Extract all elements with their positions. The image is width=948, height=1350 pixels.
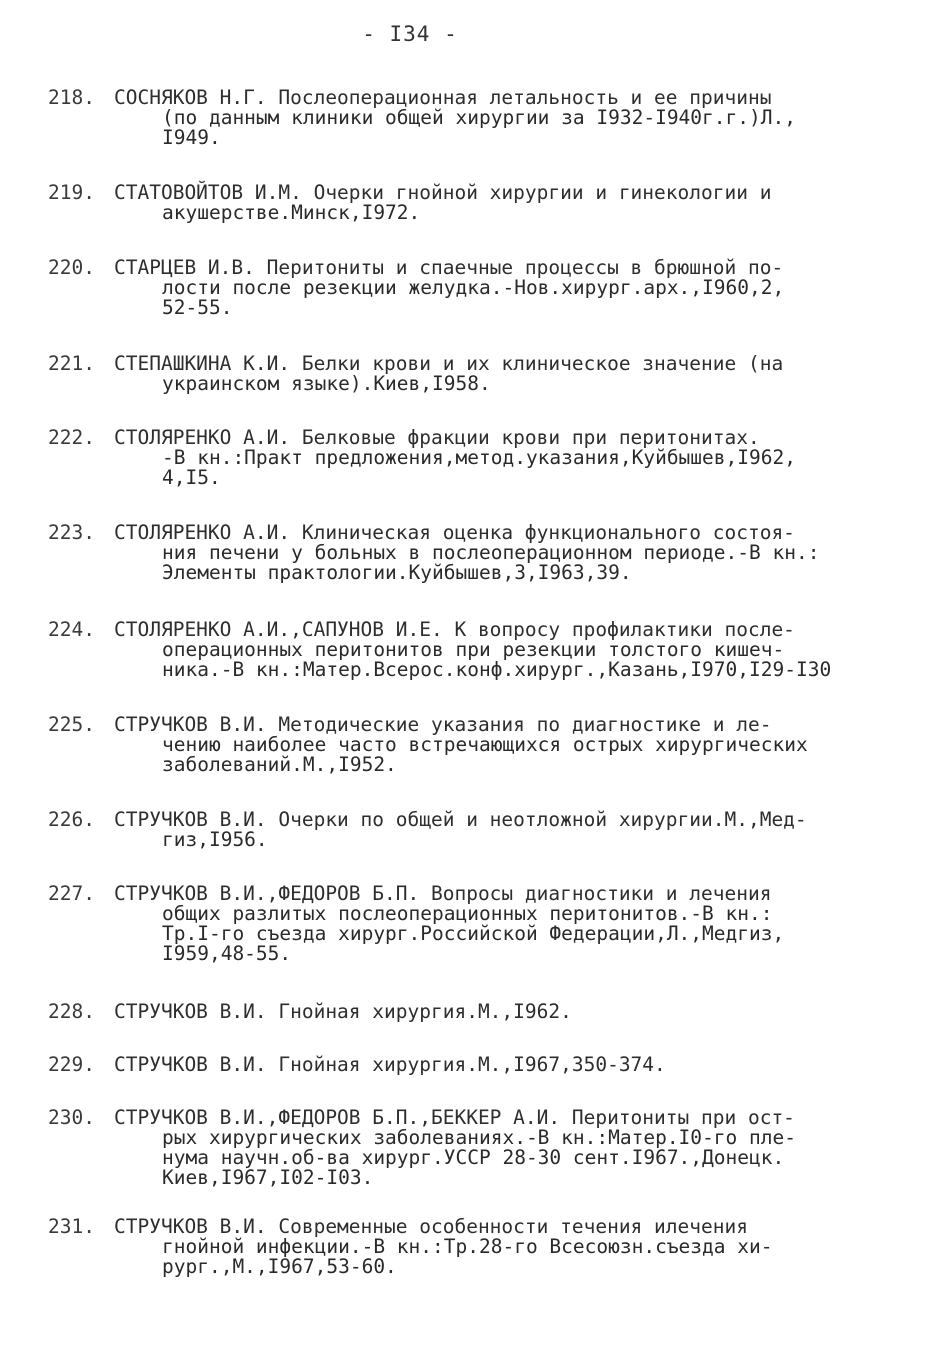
entry-text: гиз,I956. [162, 828, 268, 851]
entry-text: СТОЛЯРЕНКО А.И. Белковые фракции крови при перитонитах. [114, 426, 760, 449]
entry-first-line [48, 1002, 918, 1022]
entry-text: СТРУЧКОВ В.И. Методические указания по диагностике и ле- [114, 713, 772, 736]
entry-text: общих разлитых послеоперационных перитонитов.-В кн.: [162, 902, 773, 925]
entry-continuation-line [48, 543, 918, 563]
entry-continuation-line [48, 448, 918, 468]
entry-number: 224. [48, 618, 95, 641]
entry-first-line [48, 715, 918, 735]
entry-number: 218. [48, 86, 95, 109]
entry-continuation-line [48, 1257, 918, 1277]
entry-number: 222. [48, 426, 95, 449]
entry-continuation-line [48, 1128, 918, 1148]
entry-text: СТРУЧКОВ В.И. Современные особенности течения илечения [114, 1215, 748, 1238]
bibliography-entry [48, 810, 918, 850]
entry-continuation-line [48, 660, 918, 680]
entry-first-line [48, 523, 918, 543]
bibliography-entry [48, 715, 918, 775]
entry-first-line [48, 183, 918, 203]
entry-continuation-line [48, 1168, 918, 1188]
entry-continuation-line [48, 298, 918, 318]
entry-text: СОСНЯКОВ Н.Г. Послеоперационная летальность и ее причины [114, 86, 772, 109]
bibliography-entry [48, 1108, 918, 1188]
entry-text: Киев,I967,I02-I03. [162, 1166, 374, 1189]
entry-text: ника.-В кн.:Матер.Всерос.конф.хирург.,Казань,I970,I29-I30 [162, 658, 832, 681]
entry-first-line [48, 1055, 918, 1075]
entry-text: СТОЛЯРЕНКО А.И.,САПУНОВ И.Е. К вопросу профилактики после- [114, 618, 795, 641]
entry-continuation-line [48, 563, 918, 583]
entry-number: 223. [48, 521, 95, 544]
bibliography-entry [48, 884, 918, 964]
bibliography-entry [48, 1055, 918, 1075]
entry-text: гнойной инфекции.-В кн.:Тр.28-го Всесоюзн.съезда хи- [162, 1235, 773, 1258]
entry-continuation-line [48, 640, 918, 660]
entry-continuation-line [48, 1237, 918, 1257]
entry-text: чению наиболее часто встречающихся острых хирургических [162, 733, 808, 756]
entry-continuation-line [48, 108, 918, 128]
entry-continuation-line [48, 904, 918, 924]
entry-first-line [48, 810, 918, 830]
entry-text: нума научн.об-ва хирург.УССР 28-30 сент.I967.,Донецк. [162, 1146, 785, 1169]
entry-continuation-line [48, 278, 918, 298]
entry-number: 219. [48, 181, 95, 204]
entry-text: Тр.I-го съезда хирург.Российской Федерации,Л.,Медгиз, [162, 922, 785, 945]
entry-text: СТАТОВОЙТОВ И.М. Очерки гнойной хирургии и гинекологии и [114, 181, 772, 204]
entry-first-line [48, 354, 918, 374]
entry-continuation-line [48, 924, 918, 944]
entry-continuation-line [48, 944, 918, 964]
entry-text: I959,48-55. [162, 942, 292, 965]
entry-text: лости после резекции желудка.-Нов.хирург.арх.,I960,2, [162, 276, 785, 299]
entry-number: 228. [48, 1000, 95, 1023]
entry-text: -В кн.:Практ предложения,метод.указания,Куйбышев,I962, [162, 446, 796, 469]
entry-text: украинском языке).Киев,I958. [162, 372, 491, 395]
entry-first-line [48, 620, 918, 640]
bibliography-entry [48, 258, 918, 318]
entry-continuation-line [48, 830, 918, 850]
entry-first-line [48, 884, 918, 904]
entry-text: акушерстве.Минск,I972. [162, 201, 421, 224]
entry-text: СТОЛЯРЕНКО А.И. Клиническая оценка функционального состоя- [114, 521, 795, 544]
entry-text: СТРУЧКОВ В.И. Очерки по общей и неотложной хирургии.М.,Мед- [114, 808, 807, 831]
entry-number: 229. [48, 1053, 95, 1076]
entry-text: 4,I5. [162, 466, 221, 489]
entry-text: рых хирургических заболеваниях.-В кн.:Матер.I0-го пле- [162, 1126, 796, 1149]
bibliography-entry [48, 620, 918, 680]
entry-continuation-line [48, 1148, 918, 1168]
entry-first-line [48, 1217, 918, 1237]
entry-number: 230. [48, 1106, 95, 1129]
bibliography-entry [48, 1002, 918, 1022]
bibliography-entry [48, 1217, 918, 1277]
bibliography-entry [48, 183, 918, 223]
entry-first-line [48, 88, 918, 108]
entry-text: I949. [162, 126, 221, 149]
entry-text: Элементы практологии.Куйбышев,3,I963,39. [162, 561, 632, 584]
entry-text: СТРУЧКОВ В.И.,ФЕДОРОВ Б.П.,БЕККЕР А.И. Перитониты при ост- [114, 1106, 795, 1129]
entry-number: 221. [48, 352, 95, 375]
entry-number: 226. [48, 808, 95, 831]
bibliography-entry [48, 523, 918, 583]
entry-continuation-line [48, 203, 918, 223]
entry-text: СТЕПАШКИНА К.И. Белки крови и их клиническое значение (на [114, 352, 784, 375]
bibliography-entry [48, 354, 918, 394]
entry-continuation-line [48, 468, 918, 488]
entry-text: СТАРЦЕВ И.В. Перитониты и спаечные процессы в брюшной по- [114, 256, 784, 279]
bibliography-entry [48, 88, 918, 148]
entry-continuation-line [48, 128, 918, 148]
entry-first-line [48, 258, 918, 278]
entry-number: 227. [48, 882, 95, 905]
entry-number: 231. [48, 1215, 95, 1238]
entry-text: СТРУЧКОВ В.И. Гнойная хирургия.М.,I967,350-374. [114, 1053, 666, 1076]
entry-text: СТРУЧКОВ В.И.,ФЕДОРОВ Б.П. Вопросы диагностики и лечения [114, 882, 772, 905]
entry-text: 52-55. [162, 296, 233, 319]
entry-text: операционных перитонитов при резекции толстого кишеч- [162, 638, 785, 661]
entry-continuation-line [48, 755, 918, 775]
entry-text: заболеваний.М.,I952. [162, 753, 397, 776]
entry-first-line [48, 1108, 918, 1128]
entry-continuation-line [48, 374, 918, 394]
bibliography-entry [48, 428, 918, 488]
entry-continuation-line [48, 735, 918, 755]
entry-first-line [48, 428, 918, 448]
entry-text: СТРУЧКОВ В.И. Гнойная хирургия.М.,I962. [114, 1000, 572, 1023]
entry-text: ния печени у больных в послеоперационном периоде.-В кн.: [162, 541, 820, 564]
entry-number: 225. [48, 713, 95, 736]
entry-text: (по данным клиники общей хирургии за I932-I940г.г.)Л., [162, 106, 796, 129]
page-number: - I34 - [362, 22, 458, 46]
entry-number: 220. [48, 256, 95, 279]
entry-text: рург.,М.,I967,53-60. [162, 1255, 397, 1278]
